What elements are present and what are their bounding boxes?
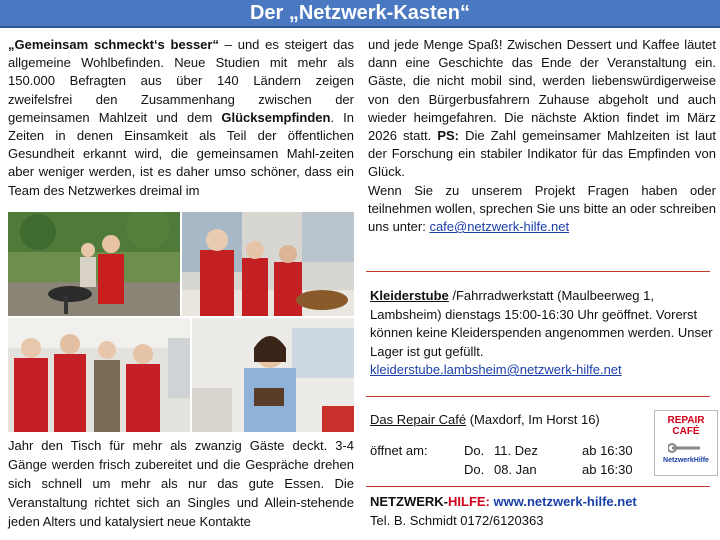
date-value: 08. Jan	[494, 462, 537, 477]
photo-team-aprons	[8, 318, 190, 432]
article-intro	[8, 36, 354, 200]
wrench-icon	[668, 441, 704, 455]
website-link[interactable]: www.netzwerk-hilfe.net	[489, 494, 637, 509]
article-lead: „Gemeinsam schmeckt‘s besser“	[8, 37, 219, 52]
date-day: Do.	[464, 443, 485, 458]
date-day: Do.	[464, 462, 485, 477]
article-continuation: Jahr den Tisch für mehr als zwanzig Gäste deckt. 3-4 Gänge werden frisch zubereitet und die Gespräche drehen sich schnell um mehr als nur das gute Essen. Die Veranstaltung richtet sich an Singles und Allein-stehende jeden Alters und katalysiert neue Kontakte	[8, 438, 354, 529]
photo-outdoor-cooking	[8, 212, 180, 316]
article-p1a: – und es steigert das allgemeine Wohlbefinden. Neue Studien mit mehr als 150.000 Befragten aus über 140 Ländern zeigen zweifelsfrei den Zusammenhang zwischen der gemeinsamen Mahlzeit und dem	[8, 37, 354, 125]
org-name: NETZWERK-	[370, 494, 448, 509]
date-row	[370, 441, 633, 460]
photo-collage	[8, 212, 354, 432]
divider	[366, 486, 710, 487]
logo-text-top: REPAIR	[667, 415, 705, 426]
repair-cafe-section	[370, 411, 650, 430]
date-value: 11. Dez	[494, 443, 538, 458]
article-p1b: . In Zeiten in denen Einsamkeit als Teil der öffentlichen Gesundheit erkannt wird, die gemeinsamen Mahl-zeiten aber weniger werden, ist es daher umso schöner, dass ein Team des Netzwerkes dreimal im	[8, 109, 354, 198]
photo-reading-story	[192, 318, 354, 432]
date-time: ab 16:30	[582, 443, 633, 458]
divider	[366, 396, 710, 397]
date-time: ab 16:30	[582, 462, 633, 477]
contact-phone: Tel. B. Schmidt 0172/6120363	[370, 512, 544, 528]
org-name-hilfe: HILFE:	[448, 494, 490, 509]
kleiderstube-section	[370, 287, 714, 380]
article-p1-bold: Glücksempfinden	[221, 109, 331, 125]
open-label: öffnet am:	[370, 443, 428, 458]
repair-cafe-location: (Maxdorf, Im Horst 16)	[466, 412, 600, 427]
page-title: Der „Netzwerk-Kasten“	[0, 0, 720, 28]
repair-cafe-logo	[654, 410, 718, 476]
repair-cafe-dates	[370, 441, 650, 479]
photo-indoor-group	[182, 212, 354, 316]
repair-cafe-title: Das Repair Café	[370, 412, 467, 427]
cafe-email-link[interactable]: cafe@netzwerk-hilfe.net	[429, 219, 570, 235]
article-p3a: und jede Menge Spaß! Zwischen Dessert und Kaffee läutet dann eine Geschichte das Ende der Veranstaltung ein. Gäste, die nicht mobil sind, werden liebenswürdigerweise von den Bürgerbusfahrern Zuhause abgeholt und auch wieder heimgefahren. Die nächste Aktion findet im März 2026 statt.	[368, 37, 716, 144]
article-p3b: Die Zahl gemeinsamer Mahlzeiten ist laut der Forschung ein stabiler Indikator für das Empfinden von Glück.	[368, 128, 716, 180]
divider	[366, 271, 710, 272]
article-right	[368, 36, 716, 236]
logo-text-mid: CAFÉ	[672, 426, 700, 437]
article-p4: Wenn Sie zu unserem Projekt Fragen haben oder teilnehmen wollen, sprechen Sie uns bitte an oder schreiben uns unter:	[368, 182, 716, 235]
kleiderstube-title: Kleiderstube	[370, 288, 449, 303]
ps-label: PS:	[437, 128, 459, 144]
kleiderstube-text: /Fahrradwerkstatt (Maulbeerweg 1, Lambsheim) dienstags 15:00-16:30 Uhr geöffnet. Vorerst können keine Kleiderspenden angenommen werden. Unser Lager ist gut gefüllt.	[370, 288, 713, 359]
date-row	[370, 460, 633, 479]
contact-footer	[370, 493, 714, 530]
kleiderstube-email-link[interactable]: kleiderstube.lambsheim@netzwerk-hilfe.net	[370, 362, 622, 377]
logo-text-bottom: NetzwerkHilfe	[663, 457, 709, 464]
